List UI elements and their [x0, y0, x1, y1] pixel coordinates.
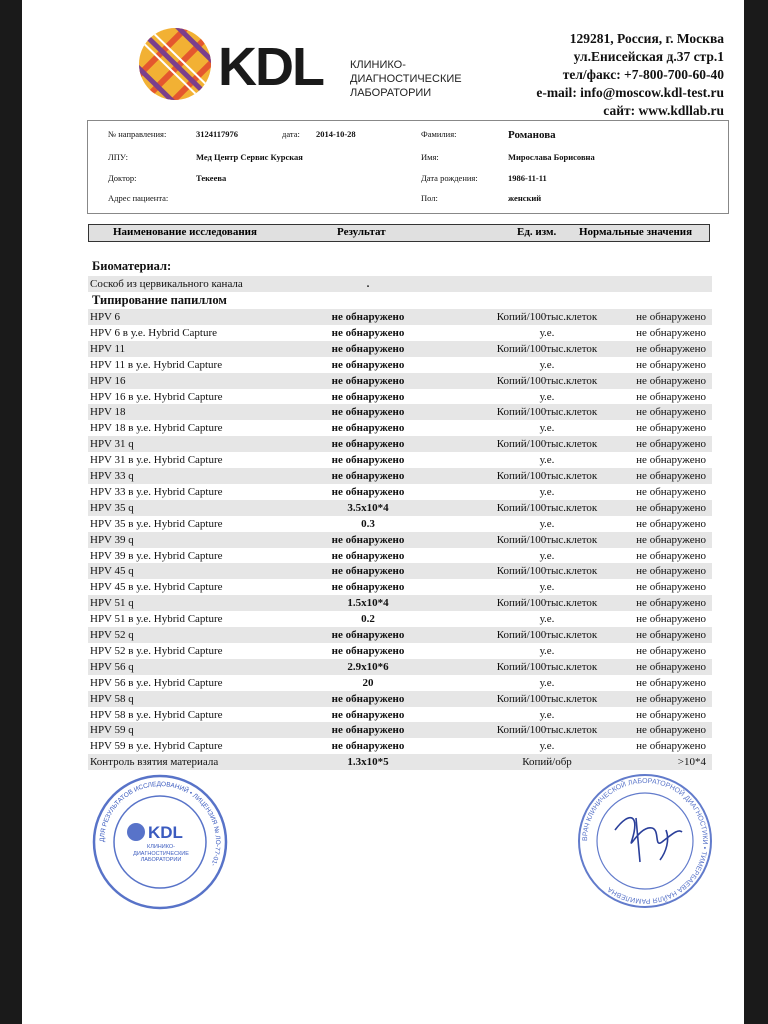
test-unit: Копий/обр	[522, 756, 572, 769]
test-unit: у.е.	[539, 517, 555, 530]
test-name: HPV 58 q	[90, 692, 134, 705]
test-name: HPV 35 q	[90, 501, 134, 514]
test-unit: у.е.	[539, 613, 555, 626]
test-norm: не обнаружено	[636, 565, 706, 578]
svg-text:ВРАЧ КЛИНИЧЕСКОЙ ЛАБОРАТОРНОЙ	[582, 778, 708, 904]
test-name: HPV 59 q	[90, 724, 134, 737]
lab-contacts	[536, 30, 724, 120]
table-row	[88, 484, 712, 500]
test-result: 0.2	[361, 613, 375, 626]
test-norm: не обнаружено	[636, 692, 706, 705]
test-name: Контроль взятия материала	[90, 756, 219, 769]
test-norm: не обнаружено	[636, 470, 706, 482]
brand-sub-line1: КЛИНИКО-	[350, 59, 406, 71]
test-result: не обнаружено	[331, 342, 405, 355]
test-name: HPV 51 в у.е. Hybrid Capture	[90, 613, 223, 626]
test-unit: у.е.	[539, 676, 555, 689]
test-norm: не обнаружено	[636, 613, 706, 626]
table-row	[88, 643, 712, 659]
table-row	[88, 627, 712, 643]
website: сайт: www.kdllab.ru	[603, 103, 724, 118]
kdl-logo-icon	[132, 22, 218, 106]
table-row	[88, 516, 712, 532]
test-name: HPV 11 в у.е. Hybrid Capture	[90, 358, 223, 371]
col-unit-header: Ед. изм.	[517, 226, 557, 238]
test-unit: у.е.	[539, 454, 555, 467]
test-result: 0.3	[361, 517, 375, 530]
table-row	[88, 659, 712, 675]
test-result: не обнаружено	[331, 629, 405, 641]
test-result: не обнаружено	[331, 406, 405, 419]
signature	[615, 818, 682, 862]
test-norm: не обнаружено	[636, 501, 706, 514]
test-unit: Копий/100тыс.клеток	[496, 597, 598, 610]
test-unit: у.е.	[539, 581, 555, 594]
table-row	[88, 707, 712, 723]
test-unit: Копий/100тыс.клеток	[496, 629, 598, 641]
test-unit: Копий/100тыс.клеток	[496, 342, 598, 355]
test-unit: Копий/100тыс.клеток	[496, 406, 598, 419]
test-name: HPV 52 в у.е. Hybrid Capture	[90, 644, 223, 657]
test-unit: у.е.	[539, 485, 555, 498]
table-row	[88, 548, 712, 564]
test-norm: не обнаружено	[636, 629, 706, 641]
table-row	[88, 611, 712, 627]
test-result: не обнаружено	[331, 358, 405, 371]
test-norm: не обнаружено	[636, 406, 706, 419]
table-row	[88, 738, 712, 754]
test-result: 1.5x10*4	[347, 597, 389, 610]
table-row	[88, 675, 712, 691]
test-norm: не обнаружено	[636, 660, 706, 673]
name-label: Имя:	[421, 152, 439, 162]
test-result: 20	[362, 676, 374, 689]
table-row	[88, 389, 712, 405]
test-result: не обнаружено	[331, 326, 405, 339]
test-result: не обнаружено	[331, 374, 405, 387]
test-name: HPV 51 q	[90, 597, 134, 610]
test-name: HPV 35 в у.е. Hybrid Capture	[90, 517, 223, 530]
stamp-logo-icon	[127, 823, 145, 841]
test-unit: у.е.	[539, 358, 555, 371]
lpu-label: ЛПУ:	[108, 152, 128, 162]
test-unit: Копий/100тыс.клеток	[496, 470, 598, 482]
test-norm: не обнаружено	[636, 533, 706, 546]
test-result: не обнаружено	[331, 692, 405, 705]
table-row	[88, 436, 712, 452]
test-result: не обнаружено	[331, 565, 405, 578]
biomaterial-dot: .	[366, 278, 370, 290]
lab-report-page	[22, 0, 744, 1024]
test-unit: Копий/100тыс.клеток	[496, 533, 598, 546]
test-unit: Копий/100тыс.клеток	[496, 692, 598, 705]
test-result: не обнаружено	[331, 644, 405, 657]
test-name: HPV 18	[90, 406, 126, 419]
test-result: не обнаружено	[331, 470, 405, 482]
brand-sub-line2: ДИАГНОСТИЧЕСКИЕ	[350, 73, 462, 85]
test-name: HPV 39 в у.е. Hybrid Capture	[90, 549, 223, 562]
test-result: не обнаружено	[331, 485, 405, 498]
results-table-header	[88, 224, 710, 242]
test-unit: у.е.	[539, 422, 555, 435]
biomaterial-title: Биоматериал:	[92, 259, 172, 273]
test-result: не обнаружено	[331, 311, 405, 323]
test-name: HPV 33 q	[90, 470, 134, 482]
test-unit: у.е.	[539, 708, 555, 721]
doctor-stamp	[570, 770, 720, 912]
sex-label: Пол:	[421, 193, 438, 203]
typing-title: Типирование папиллом	[92, 293, 227, 307]
test-unit: Копий/100тыс.клеток	[496, 311, 598, 323]
test-norm: не обнаружено	[636, 311, 706, 323]
test-name: HPV 16 в у.е. Hybrid Capture	[90, 390, 223, 403]
table-row	[88, 404, 712, 420]
kdl-stamp	[90, 772, 230, 912]
test-norm: не обнаружено	[636, 422, 706, 435]
test-result: не обнаружено	[331, 724, 405, 737]
test-norm: не обнаружено	[636, 374, 706, 387]
dob-value: 1986-11-11	[508, 173, 547, 183]
table-row	[88, 691, 712, 707]
table-row	[88, 452, 712, 468]
test-name: HPV 31 в у.е. Hybrid Capture	[90, 454, 223, 467]
table-row	[88, 722, 712, 738]
table-row	[88, 754, 712, 770]
table-row	[88, 357, 712, 373]
patient-info-box	[87, 120, 729, 214]
col-result-header: Результат	[337, 226, 386, 238]
address-line-2: ул.Енисейская д.37 стр.1	[573, 49, 724, 64]
test-name: HPV 33 в у.е. Hybrid Capture	[90, 485, 223, 498]
test-name: HPV 56 в у.е. Hybrid Capture	[90, 676, 223, 689]
test-name: HPV 16	[90, 374, 126, 387]
email: e-mail: info@moscow.kdl-test.ru	[536, 85, 724, 100]
test-norm: >10*4	[677, 756, 706, 769]
test-unit: у.е.	[539, 326, 555, 339]
test-name: HPV 45 в у.е. Hybrid Capture	[90, 581, 223, 594]
test-result: не обнаружено	[331, 549, 405, 562]
test-unit: Копий/100тыс.клеток	[496, 501, 598, 514]
test-name: HPV 58 в у.е. Hybrid Capture	[90, 708, 223, 721]
right-stamp-ring-text: ВРАЧ КЛИНИЧЕСКОЙ ЛАБОРАТОРНОЙ ДИАГНОСТИКИ • ТИМЕРБАЕВА НАЙЛЯ РАМИЛЕВНА	[581, 777, 709, 905]
date-label: дата:	[282, 129, 300, 139]
test-unit: Копий/100тыс.клеток	[496, 565, 598, 578]
dob-label: Дата рождения:	[421, 173, 478, 183]
test-unit: у.е.	[539, 549, 555, 562]
test-norm: не обнаружено	[636, 644, 706, 657]
brand-name: KDL	[218, 37, 323, 97]
lpu-value: Мед Центр Сервис Курская	[196, 152, 303, 162]
test-result: не обнаружено	[331, 422, 405, 435]
test-norm: не обнаружено	[636, 342, 706, 355]
doctor-value: Текеева	[196, 173, 227, 183]
left-stamp-brand: KDL	[148, 823, 183, 842]
test-name: HPV 52 q	[90, 629, 134, 641]
test-result: не обнаружено	[331, 708, 405, 721]
test-norm: не обнаружено	[636, 390, 706, 403]
test-name: HPV 39 q	[90, 533, 134, 546]
brand-subtitle	[350, 58, 462, 100]
test-norm: не обнаружено	[636, 438, 706, 451]
test-unit: Копий/100тыс.клеток	[496, 374, 598, 387]
test-result: не обнаружено	[331, 454, 405, 467]
test-result: 2.9x10*6	[347, 660, 389, 673]
test-name: HPV 6 в у.е. Hybrid Capture	[90, 326, 218, 339]
test-norm: не обнаружено	[636, 581, 706, 594]
test-norm: не обнаружено	[636, 740, 706, 753]
test-norm: не обнаружено	[636, 597, 706, 610]
test-name: HPV 31 q	[90, 438, 134, 451]
test-result: не обнаружено	[331, 581, 405, 594]
test-name: HPV 6	[90, 311, 121, 323]
test-result: не обнаружено	[331, 740, 405, 753]
test-unit: Копий/100тыс.клеток	[496, 724, 598, 737]
test-norm: не обнаружено	[636, 724, 706, 737]
table-row	[88, 341, 712, 357]
test-name: HPV 59 в у.е. Hybrid Capture	[90, 740, 223, 753]
table-row	[88, 420, 712, 436]
surname-label: Фамилия:	[421, 129, 457, 139]
referral-label: № направления:	[108, 129, 167, 139]
test-result: не обнаружено	[331, 438, 405, 451]
test-name: HPV 11	[90, 342, 126, 355]
test-unit: у.е.	[539, 740, 555, 753]
address-line-1: 129281, Россия, г. Москва	[569, 31, 724, 46]
test-name: HPV 45 q	[90, 565, 134, 578]
brand-sub-line3: ЛАБОРАТОРИИ	[350, 87, 432, 99]
test-unit: у.е.	[539, 644, 555, 657]
left-stamp-ring-text: ДЛЯ РЕЗУЛЬТАТОВ ИССЛЕДОВАНИЙ • ЛИЦЕНЗИЯ № ЛО-77-01-	[98, 780, 222, 867]
sex-value: женский	[508, 193, 542, 203]
test-unit: Копий/100тыс.клеток	[496, 438, 598, 451]
test-name: HPV 56 q	[90, 660, 134, 673]
test-norm: не обнаружено	[636, 549, 706, 562]
table-row	[88, 500, 712, 516]
test-norm: не обнаружено	[636, 454, 706, 467]
table-row	[88, 532, 712, 548]
test-result: 1.3x10*5	[347, 756, 389, 769]
table-row	[88, 468, 712, 484]
test-norm: не обнаружено	[636, 708, 706, 721]
table-row	[88, 563, 712, 579]
test-name: HPV 18 в у.е. Hybrid Capture	[90, 422, 223, 435]
table-row	[88, 373, 712, 389]
test-result: не обнаружено	[331, 533, 405, 546]
doctor-label: Доктор:	[108, 173, 137, 183]
test-norm: не обнаружено	[636, 676, 706, 689]
table-row	[88, 325, 712, 341]
test-unit: у.е.	[539, 390, 555, 403]
test-norm: не обнаружено	[636, 358, 706, 371]
test-norm: не обнаружено	[636, 326, 706, 339]
date-value: 2014-10-28	[316, 129, 356, 139]
test-result: не обнаружено	[331, 390, 405, 403]
biomaterial-row	[88, 276, 712, 292]
table-row	[88, 595, 712, 611]
test-result: 3.5x10*4	[347, 501, 389, 514]
test-unit: Копий/100тыс.клеток	[496, 660, 598, 673]
table-row	[88, 309, 712, 325]
surname-value: Романова	[508, 129, 556, 141]
table-row	[88, 579, 712, 595]
referral-value: 3124117976	[196, 129, 239, 139]
left-stamp-sub: КЛИНИКО- ДИАГНОСТИЧЕСКИЕ ЛАБОРАТОРИИ	[133, 844, 189, 863]
col-name-header: Наименование исследования	[113, 226, 257, 238]
col-norm-header: Нормальные значения	[579, 226, 693, 238]
phone: тел/факс: +7-800-700-60-40	[562, 67, 724, 82]
name-value: Мирослава Борисовна	[508, 152, 595, 162]
test-norm: не обнаружено	[636, 485, 706, 498]
test-norm: не обнаружено	[636, 517, 706, 530]
address-label: Адрес пациента:	[108, 193, 169, 203]
biomaterial-value: Соскоб из цервикального канала	[90, 278, 243, 290]
